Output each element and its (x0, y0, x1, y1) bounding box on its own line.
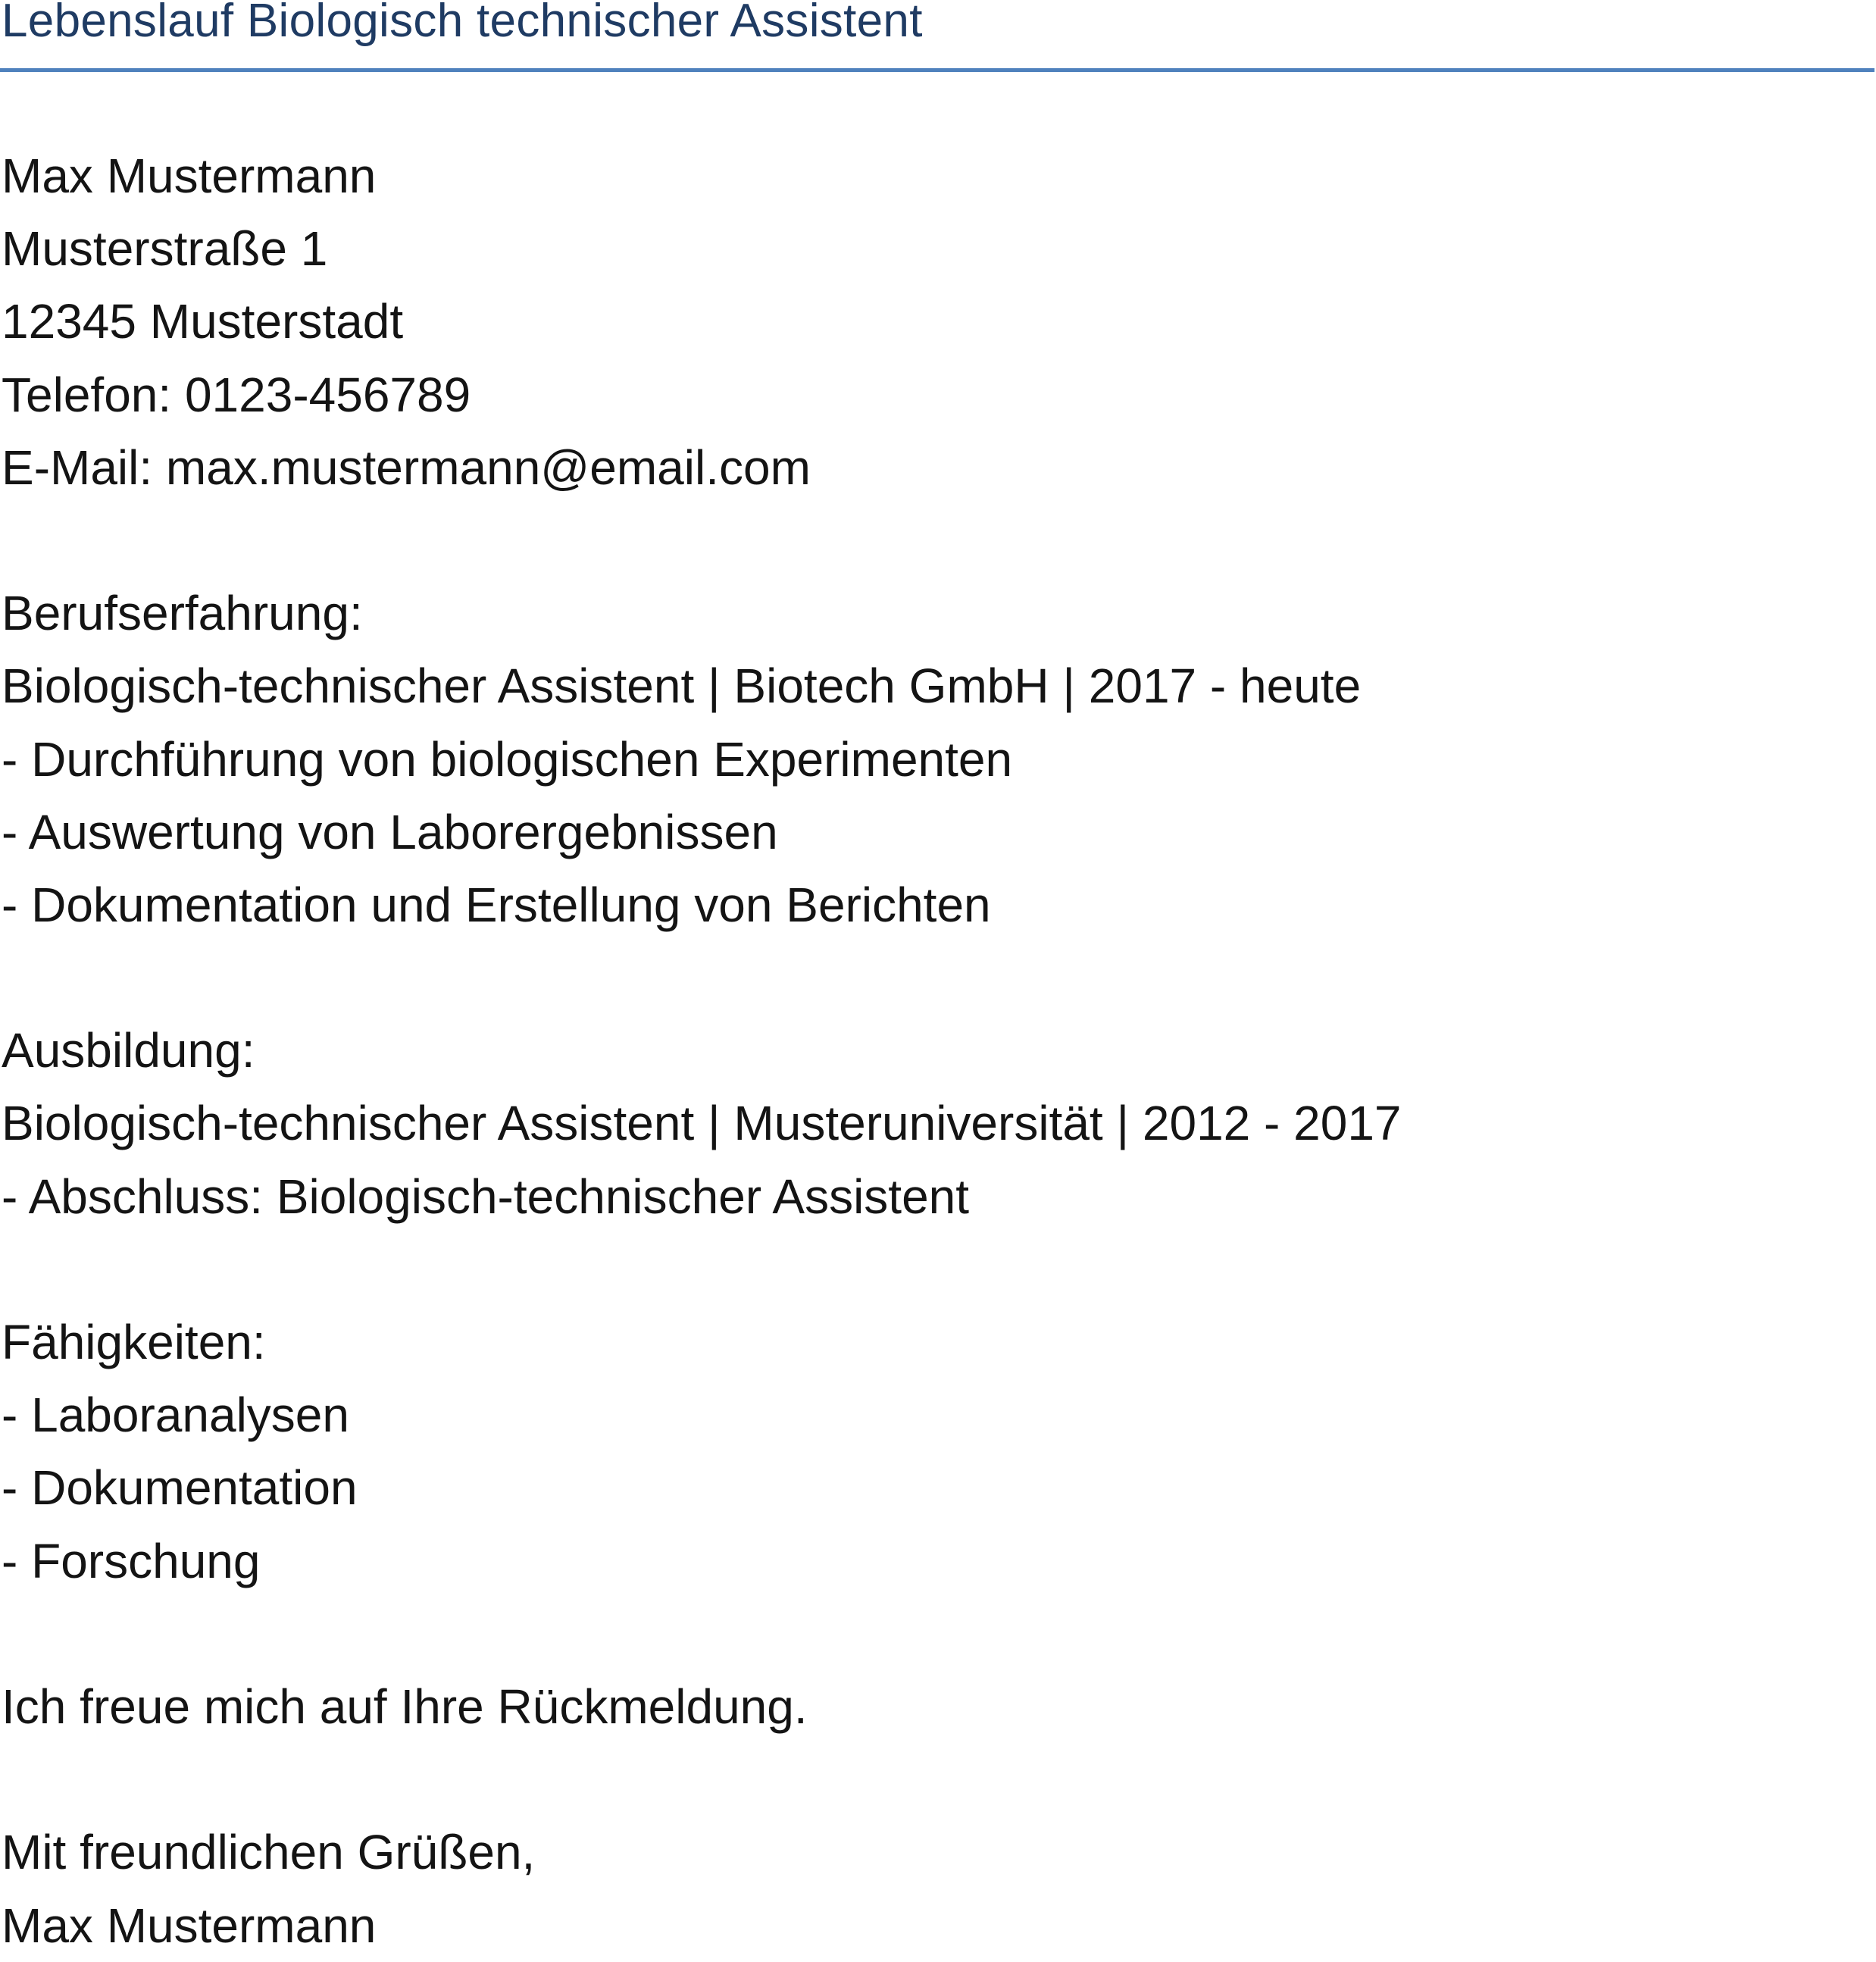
blank-line (2, 1233, 1865, 1306)
experience-position: Biologisch-technischer Assistent | Biotech GmbH | 2017 - heute (2, 659, 1362, 714)
document-body (2, 139, 1865, 1962)
contact-street: Musterstraße 1 (2, 221, 328, 277)
blank-line (2, 504, 1865, 577)
experience-item: - Dokumentation und Erstellung von Berichten (2, 877, 991, 932)
title-underline (0, 68, 1874, 72)
contact-name: Max Mustermann (2, 149, 377, 203)
experience-item: - Auswertung von Laborergebnissen (2, 804, 778, 859)
blank-line (2, 941, 1865, 1014)
blank-line (2, 1743, 1865, 1816)
skills-item: - Forschung (2, 1533, 261, 1588)
skills-item: - Dokumentation (2, 1460, 358, 1516)
blank-line (2, 1597, 1865, 1670)
education-heading: Ausbildung: (2, 1023, 255, 1078)
closing-sentence: Ich freue mich auf Ihre Rückmeldung. (2, 1679, 808, 1734)
skills-heading: Fähigkeiten: (2, 1315, 266, 1369)
experience-heading: Berufserfahrung: (2, 586, 363, 641)
contact-email: E-Mail: max.mustermann@email.com (2, 440, 811, 495)
skills-item: - Laboranalysen (2, 1388, 349, 1443)
education-item: - Abschluss: Biologisch-technischer Assistent (2, 1169, 970, 1224)
signature-name: Max Mustermann (2, 1898, 377, 1953)
contact-phone: Telefon: 0123-456789 (2, 367, 471, 422)
education-position: Biologisch-technischer Assistent | Musteruniversität | 2012 - 2017 (2, 1096, 1402, 1151)
experience-item: - Durchführung von biologischen Experimenten (2, 731, 1013, 787)
greeting: Mit freundlichen Grüßen, (2, 1825, 536, 1880)
contact-city: 12345 Musterstadt (2, 294, 404, 349)
document-title: Lebenslauf Biologisch technischer Assistent (2, 0, 923, 47)
